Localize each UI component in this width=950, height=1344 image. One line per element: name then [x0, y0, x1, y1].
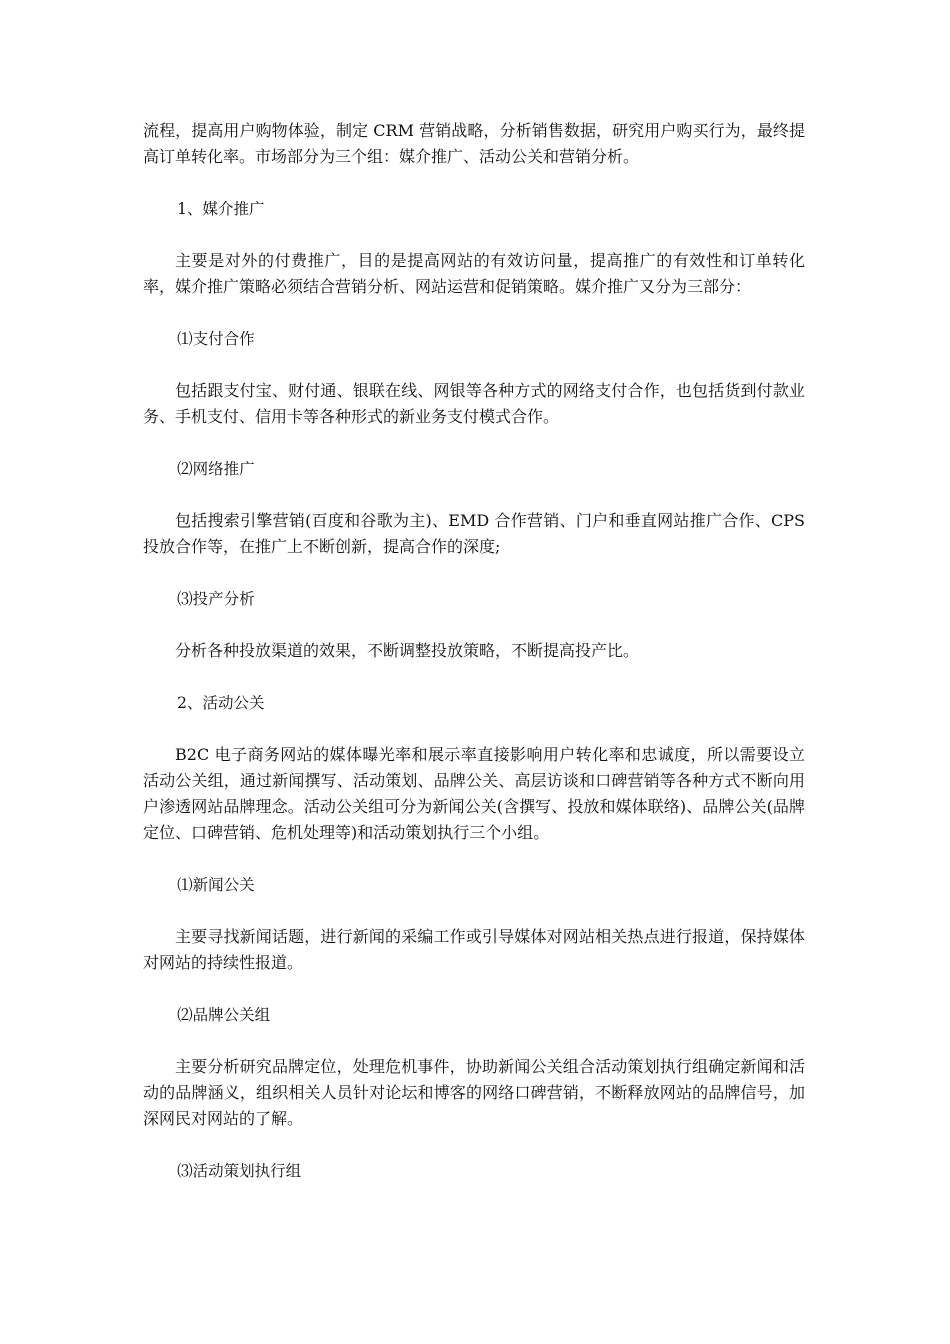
paragraph-news-pr: 主要寻找新闻话题，进行新闻的采编工作或引导媒体对网站相关热点进行报道，保持媒体对网站的持续性报道。	[143, 927, 805, 972]
paragraph-intro: 流程，提高用户购物体验，制定 CRM 营销战略，分析销售数据，研究用户购买行为，最终提高订单转化率。市场部分为三个组：媒介推广、活动公关和营销分析。	[143, 121, 805, 166]
paragraph-event-pr: B2C 电子商务网站的媒体曝光率和展示率直接影响用户转化率和忠诚度，所以需要设立活动公关组，通过新闻撰写、活动策划、品牌公关、高层访谈和口碑营销等各种方式不断向用户渗透网站品牌理念。活动公关组可分为新闻公关(含撰写、投放和媒体联络)、品牌公关(品牌定位、口碑营销、危机处理等)和活动策划执行三个小组。	[143, 745, 805, 842]
heading-network-promotion: ⑵网络推广	[177, 460, 255, 478]
paragraph-brand-pr: 主要分析研究品牌定位，处理危机事件，协助新闻公关组合活动策划执行组确定新闻和活动的品牌涵义，组织相关人员针对论坛和博客的网络口碑营销，不断释放网站的品牌信号，加深网民对网站的了解。	[143, 1057, 805, 1128]
heading-roi-analysis: ⑶投产分析	[177, 590, 255, 608]
heading-payment-cooperation: ⑴支付合作	[177, 330, 255, 348]
heading-brand-pr: ⑵品牌公关组	[177, 1006, 271, 1024]
paragraph-media-promotion: 主要是对外的付费推广，目的是提高网站的有效访问量，提高推广的有效性和订单转化率，媒介推广策略必须结合营销分析、网站运营和促销策略。媒介推广又分为三部分：	[143, 251, 805, 296]
heading-event-pr: 2、活动公关	[177, 694, 265, 712]
heading-news-pr: ⑴新闻公关	[177, 876, 255, 894]
paragraph-network-promotion: 包括搜索引擎营销(百度和谷歌为主)、EMD 合作营销、门户和垂直网站推广合作、CPS 投放合作等，在推广上不断创新，提高合作的深度;	[143, 511, 805, 556]
paragraph-payment-cooperation: 包括跟支付宝、财付通、银联在线、网银等各种方式的网络支付合作，也包括货到付款业务、手机支付、信用卡等各种形式的新业务支付模式合作。	[143, 381, 805, 426]
paragraph-roi-analysis: 分析各种投放渠道的效果，不断调整投放策略，不断提高投产比。	[175, 641, 640, 660]
heading-event-planning: ⑶活动策划执行组	[177, 1162, 302, 1180]
document-body	[143, 118, 805, 1184]
heading-media-promotion: 1、媒介推广	[177, 200, 265, 218]
